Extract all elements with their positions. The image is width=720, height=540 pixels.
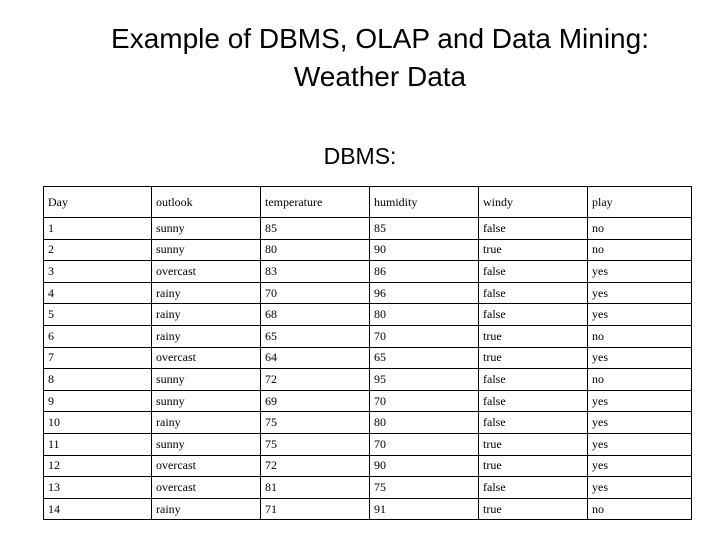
cell-outlook: rainy bbox=[152, 325, 261, 347]
cell-windy: false bbox=[479, 477, 588, 499]
cell-temperature: 75 bbox=[261, 412, 370, 434]
table-row bbox=[44, 282, 692, 304]
cell-windy: true bbox=[479, 325, 588, 347]
table-row bbox=[44, 477, 692, 499]
cell-day: 9 bbox=[44, 390, 152, 412]
cell-outlook: overcast bbox=[152, 261, 261, 283]
cell-outlook: sunny bbox=[152, 433, 261, 455]
cell-windy: true bbox=[479, 347, 588, 369]
column-header-temperature: temperature bbox=[261, 187, 370, 218]
cell-humidity: 80 bbox=[370, 412, 479, 434]
cell-temperature: 65 bbox=[261, 325, 370, 347]
cell-outlook: rainy bbox=[152, 304, 261, 326]
cell-windy: false bbox=[479, 369, 588, 391]
cell-windy: true bbox=[479, 498, 588, 520]
cell-humidity: 91 bbox=[370, 498, 479, 520]
cell-temperature: 72 bbox=[261, 369, 370, 391]
cell-outlook: sunny bbox=[152, 218, 261, 240]
table-row bbox=[44, 304, 692, 326]
cell-play: no bbox=[588, 498, 692, 520]
cell-outlook: overcast bbox=[152, 477, 261, 499]
cell-humidity: 75 bbox=[370, 477, 479, 499]
cell-play: yes bbox=[588, 412, 692, 434]
cell-day: 3 bbox=[44, 261, 152, 283]
cell-outlook: overcast bbox=[152, 347, 261, 369]
column-header-humidity: humidity bbox=[370, 187, 479, 218]
column-header-day: Day bbox=[44, 187, 152, 218]
cell-outlook: sunny bbox=[152, 369, 261, 391]
cell-temperature: 64 bbox=[261, 347, 370, 369]
cell-humidity: 86 bbox=[370, 261, 479, 283]
cell-humidity: 65 bbox=[370, 347, 479, 369]
cell-temperature: 83 bbox=[261, 261, 370, 283]
column-header-outlook: outlook bbox=[152, 187, 261, 218]
cell-day: 14 bbox=[44, 498, 152, 520]
cell-humidity: 70 bbox=[370, 390, 479, 412]
cell-day: 13 bbox=[44, 477, 152, 499]
table-row bbox=[44, 498, 692, 520]
cell-windy: false bbox=[479, 390, 588, 412]
cell-humidity: 85 bbox=[370, 218, 479, 240]
cell-outlook: overcast bbox=[152, 455, 261, 477]
cell-outlook: rainy bbox=[152, 282, 261, 304]
table-row bbox=[44, 433, 692, 455]
cell-day: 5 bbox=[44, 304, 152, 326]
table-header-row bbox=[44, 187, 692, 218]
cell-humidity: 70 bbox=[370, 325, 479, 347]
column-header-play: play bbox=[588, 187, 692, 218]
cell-play: yes bbox=[588, 390, 692, 412]
section-heading: DBMS: bbox=[323, 143, 397, 169]
cell-temperature: 72 bbox=[261, 455, 370, 477]
cell-day: 8 bbox=[44, 369, 152, 391]
cell-day: 12 bbox=[44, 455, 152, 477]
cell-temperature: 75 bbox=[261, 433, 370, 455]
cell-play: yes bbox=[588, 304, 692, 326]
column-header-windy: windy bbox=[479, 187, 588, 218]
cell-humidity: 96 bbox=[370, 282, 479, 304]
cell-temperature: 80 bbox=[261, 239, 370, 261]
cell-outlook: sunny bbox=[152, 390, 261, 412]
cell-day: 2 bbox=[44, 239, 152, 261]
cell-play: no bbox=[588, 239, 692, 261]
cell-day: 1 bbox=[44, 218, 152, 240]
cell-play: yes bbox=[588, 347, 692, 369]
cell-outlook: rainy bbox=[152, 498, 261, 520]
cell-play: yes bbox=[588, 455, 692, 477]
cell-play: no bbox=[588, 369, 692, 391]
cell-play: no bbox=[588, 218, 692, 240]
table-row bbox=[44, 261, 692, 283]
cell-temperature: 70 bbox=[261, 282, 370, 304]
cell-day: 6 bbox=[44, 325, 152, 347]
cell-temperature: 85 bbox=[261, 218, 370, 240]
cell-day: 4 bbox=[44, 282, 152, 304]
table-body bbox=[44, 218, 692, 520]
cell-windy: true bbox=[479, 455, 588, 477]
cell-temperature: 68 bbox=[261, 304, 370, 326]
cell-windy: false bbox=[479, 282, 588, 304]
cell-day: 10 bbox=[44, 412, 152, 434]
cell-windy: true bbox=[479, 239, 588, 261]
cell-windy: true bbox=[479, 433, 588, 455]
cell-windy: false bbox=[479, 218, 588, 240]
table-row bbox=[44, 390, 692, 412]
cell-humidity: 90 bbox=[370, 239, 479, 261]
cell-play: yes bbox=[588, 477, 692, 499]
cell-play: yes bbox=[588, 433, 692, 455]
cell-humidity: 90 bbox=[370, 455, 479, 477]
cell-windy: false bbox=[479, 304, 588, 326]
cell-temperature: 69 bbox=[261, 390, 370, 412]
cell-windy: false bbox=[479, 412, 588, 434]
table-row bbox=[44, 369, 692, 391]
weather-data-table bbox=[43, 186, 692, 520]
cell-windy: false bbox=[479, 261, 588, 283]
cell-outlook: sunny bbox=[152, 239, 261, 261]
table-row bbox=[44, 325, 692, 347]
cell-temperature: 81 bbox=[261, 477, 370, 499]
slide-title bbox=[60, 20, 700, 96]
cell-play: yes bbox=[588, 282, 692, 304]
table-row bbox=[44, 347, 692, 369]
slide-title-line-1: Example of DBMS, OLAP and Data Mining: bbox=[111, 23, 649, 54]
table-row bbox=[44, 412, 692, 434]
cell-humidity: 95 bbox=[370, 369, 479, 391]
cell-outlook: rainy bbox=[152, 412, 261, 434]
cell-play: no bbox=[588, 325, 692, 347]
cell-temperature: 71 bbox=[261, 498, 370, 520]
table-row bbox=[44, 218, 692, 240]
cell-day: 7 bbox=[44, 347, 152, 369]
cell-humidity: 80 bbox=[370, 304, 479, 326]
cell-play: yes bbox=[588, 261, 692, 283]
slide-title-line-2: Weather Data bbox=[293, 61, 467, 92]
cell-humidity: 70 bbox=[370, 433, 479, 455]
table-row bbox=[44, 239, 692, 261]
cell-day: 11 bbox=[44, 433, 152, 455]
table-row bbox=[44, 455, 692, 477]
